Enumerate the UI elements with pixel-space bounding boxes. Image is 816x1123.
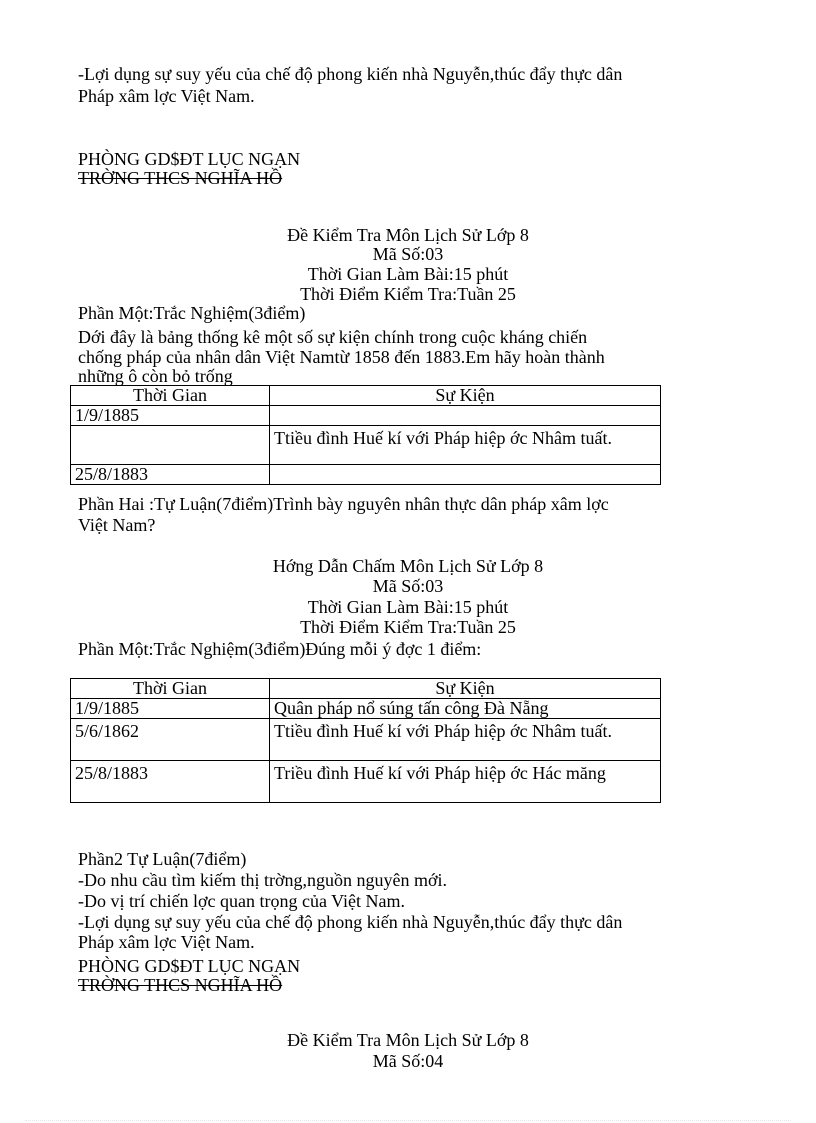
cell-date <box>71 426 270 465</box>
answer-part-one-title: Phần Một:Trắc Nghiệm(3điểm)Đúng mỗi ý đợc 1 điểm: <box>78 639 482 659</box>
cell-date: 25/8/1883 <box>71 761 270 803</box>
answer-week: Thời Điểm Kiểm Tra:Tuần 25 <box>300 617 516 637</box>
department-header-2: PHÒNG GD$ĐT LỤC NGẠN <box>78 956 301 976</box>
table-row <box>71 719 661 761</box>
school-header-2: TRỜNG THCS NGHĨA HỒ <box>78 975 283 995</box>
answer-bullet-2: -Do vị trí chiến lợc quan trọng của Việt Nam. <box>78 891 406 911</box>
page-footer-divider <box>25 1120 791 1121</box>
intro-line-2: Pháp xâm lợc Việt Nam. <box>78 86 255 106</box>
cell-date: 5/6/1862 <box>71 719 270 761</box>
exam-table <box>70 385 661 485</box>
cell-date: 1/9/1885 <box>71 406 270 426</box>
answer-code: Mã Số:03 <box>372 576 444 596</box>
part-one-title: Phần Một:Trắc Nghiệm(3điểm) <box>78 303 306 323</box>
cell-event: Ttiều đình Huế kí với Pháp hiệp ớc Nhâm tuất. <box>270 426 661 465</box>
exam2-title: Đề Kiểm Tra Môn Lịch Sử Lớp 8 <box>287 1030 529 1050</box>
exam2-code: Mã Số:04 <box>372 1051 444 1071</box>
table-row <box>71 426 661 465</box>
answer-part-two-title: Phần2 Tự Luận(7điểm) <box>78 849 247 869</box>
cell-event: Ttiều đình Huế kí với Pháp hiệp ớc Nhâm tuất. <box>270 719 661 761</box>
question-line-3: những ô còn bỏ trống <box>78 366 233 386</box>
cell-date: 1/9/1885 <box>71 699 270 719</box>
cell-event <box>270 406 661 426</box>
answer-duration: Thời Gian Làm Bài:15 phút <box>307 597 509 617</box>
table-row <box>71 465 661 485</box>
exam-duration: Thời Gian Làm Bài:15 phút <box>307 264 509 284</box>
exam-title: Đề Kiểm Tra Môn Lịch Sử Lớp 8 <box>287 225 529 245</box>
answer-title: Hớng Dẫn Chấm Môn Lịch Sử Lớp 8 <box>272 556 544 576</box>
question-line-2: chống pháp của nhân dân Việt Namtừ 1858 đến 1883.Em hãy hoàn thành <box>78 347 605 367</box>
answer-bullet-1: -Do nhu cầu tìm kiếm thị trờng,nguồn nguyên mới. <box>78 870 447 890</box>
answer-table <box>70 678 661 803</box>
header-event: Sự Kiện <box>270 386 661 406</box>
header-time: Thời Gian <box>71 386 270 406</box>
table-row <box>71 761 661 803</box>
header-event: Sự Kiện <box>270 679 661 699</box>
cell-event: Quân pháp nổ súng tấn công Đà Nẵng <box>270 699 661 719</box>
answer-bullet-3-cont: Pháp xâm lợc Việt Nam. <box>78 932 255 952</box>
cell-event <box>270 465 661 485</box>
question-line-1: Dới đây là bảng thống kê một số sự kiện chính trong cuộc kháng chiến <box>78 327 588 347</box>
cell-date: 25/8/1883 <box>71 465 270 485</box>
header-time: Thời Gian <box>71 679 270 699</box>
table-header-row <box>71 386 661 406</box>
school-header: TRỜNG THCS NGHĨA HỒ <box>78 168 283 188</box>
exam-code: Mã Số:03 <box>372 244 444 264</box>
cell-event: Triều đình Huế kí với Pháp hiệp ớc Hác măng <box>270 761 661 803</box>
intro-line-1: -Lợi dụng sự suy yếu của chế độ phong kiến nhà Nguyễn,thúc đẩy thực dân <box>78 64 623 84</box>
table-row <box>71 699 661 719</box>
part-two-line-1: Phần Hai :Tự Luận(7điểm)Trình bày nguyên nhân thực dân pháp xâm lợc <box>78 494 609 514</box>
table-row <box>71 406 661 426</box>
department-header: PHÒNG GD$ĐT LỤC NGẠN <box>78 149 301 169</box>
exam-week: Thời Điểm Kiểm Tra:Tuần 25 <box>300 284 516 304</box>
answer-bullet-3: -Lợi dụng sự suy yếu của chế độ phong kiến nhà Nguyễn,thúc đẩy thực dân <box>78 912 623 932</box>
table-header-row <box>71 679 661 699</box>
part-two-line-2: Việt Nam? <box>78 515 156 535</box>
